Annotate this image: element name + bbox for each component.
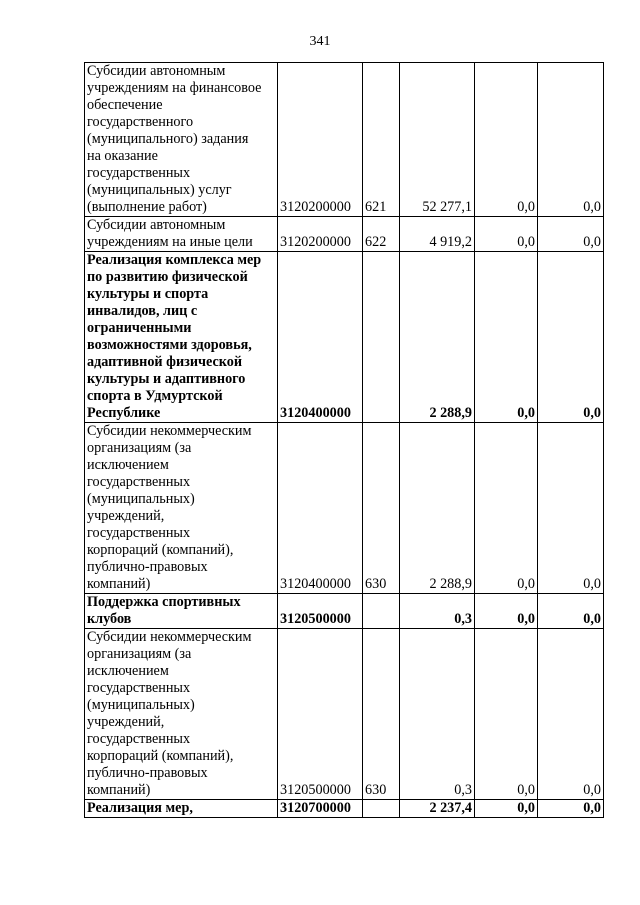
row-code: 3120400000 <box>278 252 363 423</box>
row-value-2: 0,0 <box>538 800 604 818</box>
row-expense-type <box>363 594 400 629</box>
row-sum: 4 919,2 <box>400 217 475 252</box>
row-value-2: 0,0 <box>538 217 604 252</box>
row-name: Поддержка спортивных клубов <box>85 594 278 629</box>
row-value-2: 0,0 <box>538 63 604 217</box>
row-expense-type: 621 <box>363 63 400 217</box>
row-expense-type: 630 <box>363 423 400 594</box>
row-name: Субсидии некоммерческим организациям (за исключением государственных (муниципальных) учреждений, государственных корпораций (компаний), публично-правовых компаний) <box>85 423 278 594</box>
row-value-1: 0,0 <box>475 217 538 252</box>
row-name: Субсидии автономным учреждениям на иные цели <box>85 217 278 252</box>
row-code: 3120700000 <box>278 800 363 818</box>
row-value-1: 0,0 <box>475 423 538 594</box>
row-sum: 2 288,9 <box>400 423 475 594</box>
table-row <box>85 63 604 217</box>
table-row <box>85 217 604 252</box>
table-row <box>85 423 604 594</box>
row-expense-type: 630 <box>363 629 400 800</box>
page-number: 341 <box>309 34 331 49</box>
row-expense-type <box>363 252 400 423</box>
budget-table <box>84 62 604 818</box>
row-code: 3120400000 <box>278 423 363 594</box>
row-value-1: 0,0 <box>475 252 538 423</box>
table-row <box>85 252 604 423</box>
table-row <box>85 629 604 800</box>
row-value-1: 0,0 <box>475 63 538 217</box>
row-sum: 52 277,1 <box>400 63 475 217</box>
row-name: Реализация мер, <box>85 800 278 818</box>
row-name: Субсидии некоммерческим организациям (за исключением государственных (муниципальных) учреждений, государственных корпораций (компаний), публично-правовых компаний) <box>85 629 278 800</box>
row-value-2: 0,0 <box>538 629 604 800</box>
row-value-2: 0,0 <box>538 423 604 594</box>
row-code: 3120500000 <box>278 629 363 800</box>
row-code: 3120500000 <box>278 594 363 629</box>
row-value-2: 0,0 <box>538 252 604 423</box>
row-sum: 0,3 <box>400 629 475 800</box>
row-value-1: 0,0 <box>475 629 538 800</box>
row-sum: 2 237,4 <box>400 800 475 818</box>
row-code: 3120200000 <box>278 63 363 217</box>
row-value-1: 0,0 <box>475 594 538 629</box>
row-name: Субсидии автономным учреждениям на финансовое обеспечение государственного (муниципального) задания на оказание государственных (муниципальных) услуг (выполнение работ) <box>85 63 278 217</box>
row-sum: 0,3 <box>400 594 475 629</box>
table-row <box>85 594 604 629</box>
row-name: Реализация комплекса мер по развитию физической культуры и спорта инвалидов, лиц с ограниченными возможностями здоровья, адаптивной физической культуры и адаптивного спорта в Удмуртской Республике <box>85 252 278 423</box>
row-expense-type: 622 <box>363 217 400 252</box>
table-row <box>85 800 604 818</box>
row-value-2: 0,0 <box>538 594 604 629</box>
row-code: 3120200000 <box>278 217 363 252</box>
row-expense-type <box>363 800 400 818</box>
row-value-1: 0,0 <box>475 800 538 818</box>
row-sum: 2 288,9 <box>400 252 475 423</box>
